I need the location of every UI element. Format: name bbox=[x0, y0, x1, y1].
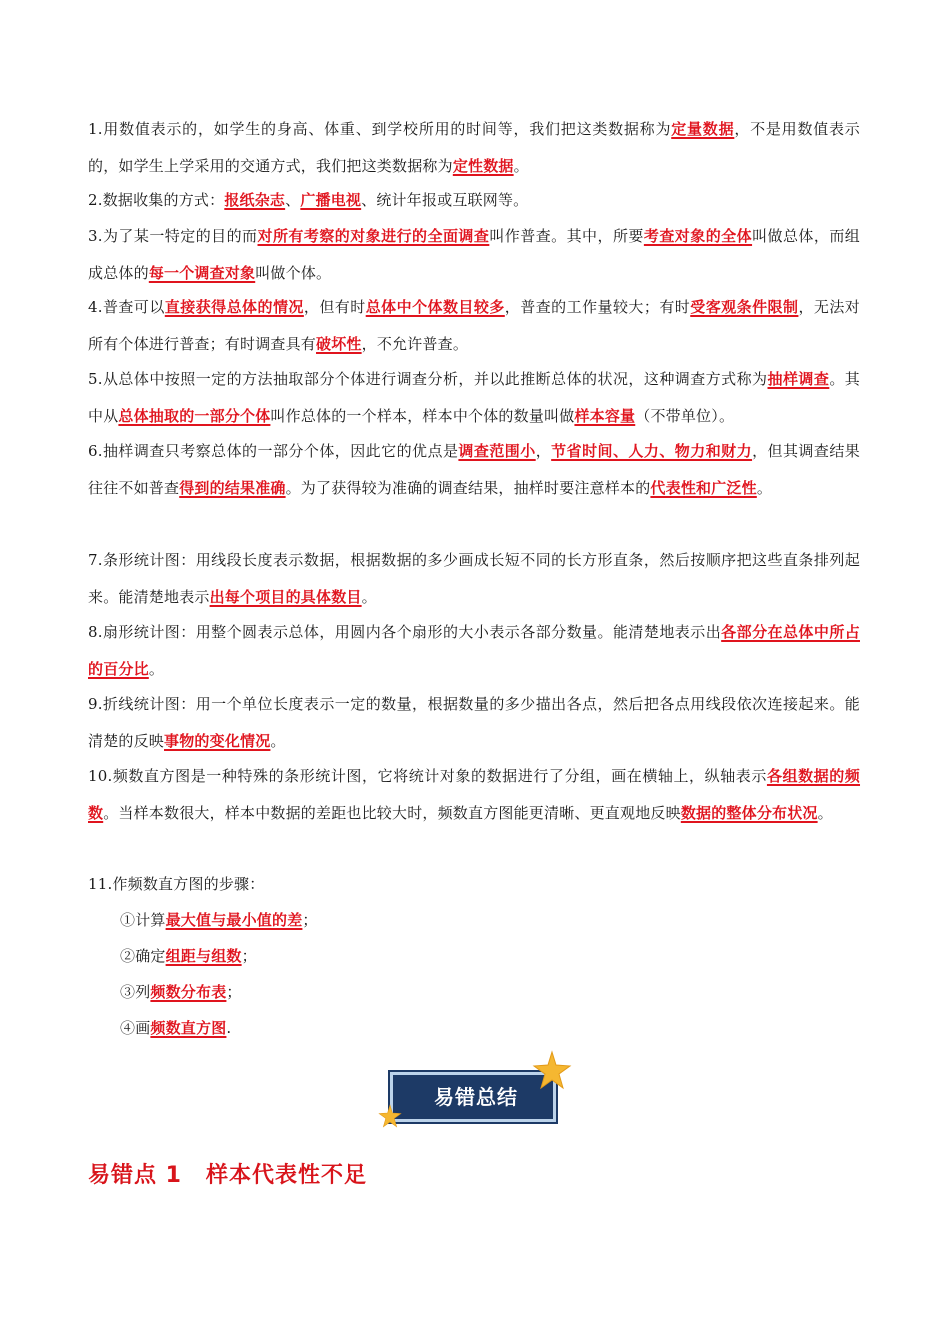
highlighted-term: 报纸杂志 bbox=[224, 191, 286, 209]
highlighted-term: 事物的变化情况 bbox=[164, 732, 271, 750]
highlighted-term: 组距与组数 bbox=[165, 947, 242, 965]
paragraph-11 bbox=[88, 866, 860, 903]
highlighted-term: 各组数据的频数 bbox=[88, 767, 861, 822]
error-point-label: 易错点 1 bbox=[88, 1163, 182, 1188]
paragraph-2 bbox=[88, 182, 860, 219]
text-run: 7.条形统计图：用线段长度表示数据，根据数据的多少画成长短不同的长方形直条，然后按顺序把这些直条排列起来。能清楚地表示 bbox=[88, 551, 860, 606]
text-run: 叫做个体。 bbox=[255, 264, 332, 282]
paragraph-7 bbox=[88, 542, 860, 616]
text-run: 。 bbox=[817, 804, 833, 822]
text-run: 叫作总体的一个样本，样本中个体的数量叫做 bbox=[270, 407, 575, 425]
highlighted-term: 数据的整体分布状况 bbox=[680, 804, 818, 822]
text-run: 。当样本数很大，样本中数据的差距也比较大时，频数直方图能更清晰、更直观地反映 bbox=[103, 804, 681, 822]
highlighted-term: 受客观条件限制 bbox=[690, 298, 799, 316]
text-run: 叫做总体，而组成总体的 bbox=[88, 227, 860, 282]
text-run: 。 bbox=[270, 732, 286, 750]
highlighted-term: 总体中个体数目较多 bbox=[365, 298, 505, 316]
banner-label: 易错总结 bbox=[434, 1085, 518, 1109]
highlighted-term: 最大值与最小值的差 bbox=[165, 911, 303, 929]
highlighted-term: 得到的结果准确 bbox=[179, 479, 286, 497]
highlighted-term: 各部分在总体中所占的百分比 bbox=[88, 623, 860, 678]
highlighted-term: 频数直方图 bbox=[150, 1019, 227, 1037]
paragraph-3 bbox=[88, 218, 860, 292]
paragraph-10 bbox=[88, 758, 860, 832]
text-run: ； bbox=[302, 911, 318, 929]
text-run: 。为了获得较为准确的调查结果，抽样时要注意样本的 bbox=[285, 479, 651, 497]
paragraph-4 bbox=[88, 289, 860, 363]
text-run: ①计算 bbox=[120, 911, 166, 929]
highlighted-term: 代表性和广泛性 bbox=[650, 479, 757, 497]
text-run: 。其中从 bbox=[88, 370, 860, 425]
highlighted-term: 抽样调查 bbox=[767, 370, 830, 388]
paragraph-8 bbox=[88, 614, 860, 688]
text-run: 1.用数值表示的，如学生的身高、体重、到学校所用的时间等，我们把这类数据称为 bbox=[88, 120, 672, 138]
text-run: ， bbox=[535, 442, 552, 460]
text-run: 2.数据收集的方式： bbox=[88, 191, 225, 209]
highlighted-term: 破坏性 bbox=[316, 335, 362, 353]
highlighted-term: 总体抽取的一部分个体 bbox=[118, 407, 271, 425]
step-3 bbox=[120, 974, 820, 1011]
highlighted-term: 定量数据 bbox=[671, 120, 735, 138]
text-run: 3.为了某一特定的目的而 bbox=[88, 227, 258, 245]
paragraph-5 bbox=[88, 361, 860, 435]
text-run: 。 bbox=[361, 588, 377, 606]
text-run: 11.作频数直方图的步骤： bbox=[88, 875, 265, 893]
highlighted-term: 广播电视 bbox=[300, 191, 362, 209]
text-run: 9.折线统计图：用一个单位长度表示一定的数量，根据数量的多少描出各点，然后把各点用线段依次连接起来。能清楚的反映 bbox=[88, 695, 860, 750]
text-run: 6.抽样调查只考察总体的一部分个体，因此它的优点是 bbox=[88, 442, 459, 460]
highlighted-term: 定性数据 bbox=[452, 157, 514, 175]
text-run: ，但其调查结果往往不如普查 bbox=[88, 442, 860, 497]
text-run: ，但有时 bbox=[303, 298, 366, 316]
step-4 bbox=[120, 1010, 820, 1047]
text-run: ； bbox=[241, 947, 257, 965]
step-2 bbox=[120, 938, 820, 975]
text-run: . bbox=[226, 1019, 232, 1037]
highlighted-term: 直接获得总体的情况 bbox=[164, 298, 304, 316]
text-run: 8.扇形统计图：用整个圆表示总体，用圆内各个扇形的大小表示各部分数量。能清楚地表示出 bbox=[88, 623, 722, 641]
highlighted-term: 对所有考察的对象进行的全面调查 bbox=[257, 227, 490, 245]
highlighted-term: 每一个调查对象 bbox=[148, 264, 256, 282]
text-run: 4.普查可以 bbox=[88, 298, 165, 316]
paragraph-9 bbox=[88, 686, 860, 760]
error-point-heading bbox=[88, 1158, 367, 1189]
star-icon bbox=[532, 1050, 572, 1090]
text-run: ，无法对所有个体进行普查；有时调查具有 bbox=[88, 298, 860, 353]
error-point-title: 样本代表性不足 bbox=[205, 1163, 367, 1188]
paragraph-6 bbox=[88, 433, 860, 507]
text-run: 叫作普查。其中，所要 bbox=[489, 227, 644, 245]
highlighted-term: 出每个项目的具体数目 bbox=[209, 588, 362, 606]
text-run: 。 bbox=[148, 660, 165, 678]
highlighted-term: 考查对象的全体 bbox=[643, 227, 753, 245]
text-run: （不带单位）。 bbox=[635, 407, 735, 425]
text-run: ，普查的工作量较大；有时 bbox=[504, 298, 691, 316]
text-run: 10.频数直方图是一种特殊的条形统计图，它将统计对象的数据进行了分组，画在横轴上，纵轴表示 bbox=[88, 767, 767, 785]
text-run: 。 bbox=[756, 479, 773, 497]
small-star-icon bbox=[378, 1104, 402, 1128]
text-run: ③列 bbox=[120, 983, 151, 1001]
highlighted-term: 样本容量 bbox=[574, 407, 636, 425]
text-run: ； bbox=[226, 983, 242, 1001]
text-run: 5.从总体中按照一定的方法抽取部分个体进行调查分析，并以此推断总体的状况，这种调查方式称为 bbox=[88, 370, 768, 388]
highlighted-term: 调查范围小 bbox=[458, 442, 536, 460]
highlighted-term: 频数分布表 bbox=[150, 983, 227, 1001]
text-run: 。 bbox=[513, 157, 529, 175]
text-run: ，不允许普查。 bbox=[361, 335, 469, 353]
paragraph-1 bbox=[88, 111, 860, 185]
step-1 bbox=[120, 902, 820, 939]
text-run: ②确定 bbox=[120, 947, 166, 965]
text-run: ④画 bbox=[120, 1019, 151, 1037]
text-run: 、统计年报或互联网等。 bbox=[361, 191, 529, 209]
section-banner bbox=[384, 1066, 562, 1128]
highlighted-term: 节省时间、人力、物力和财力 bbox=[551, 442, 753, 460]
text-run: 、 bbox=[285, 191, 301, 209]
text-run: ，不是用数值表示的，如学生上学采用的交通方式，我们把这类数据称为 bbox=[88, 120, 860, 175]
